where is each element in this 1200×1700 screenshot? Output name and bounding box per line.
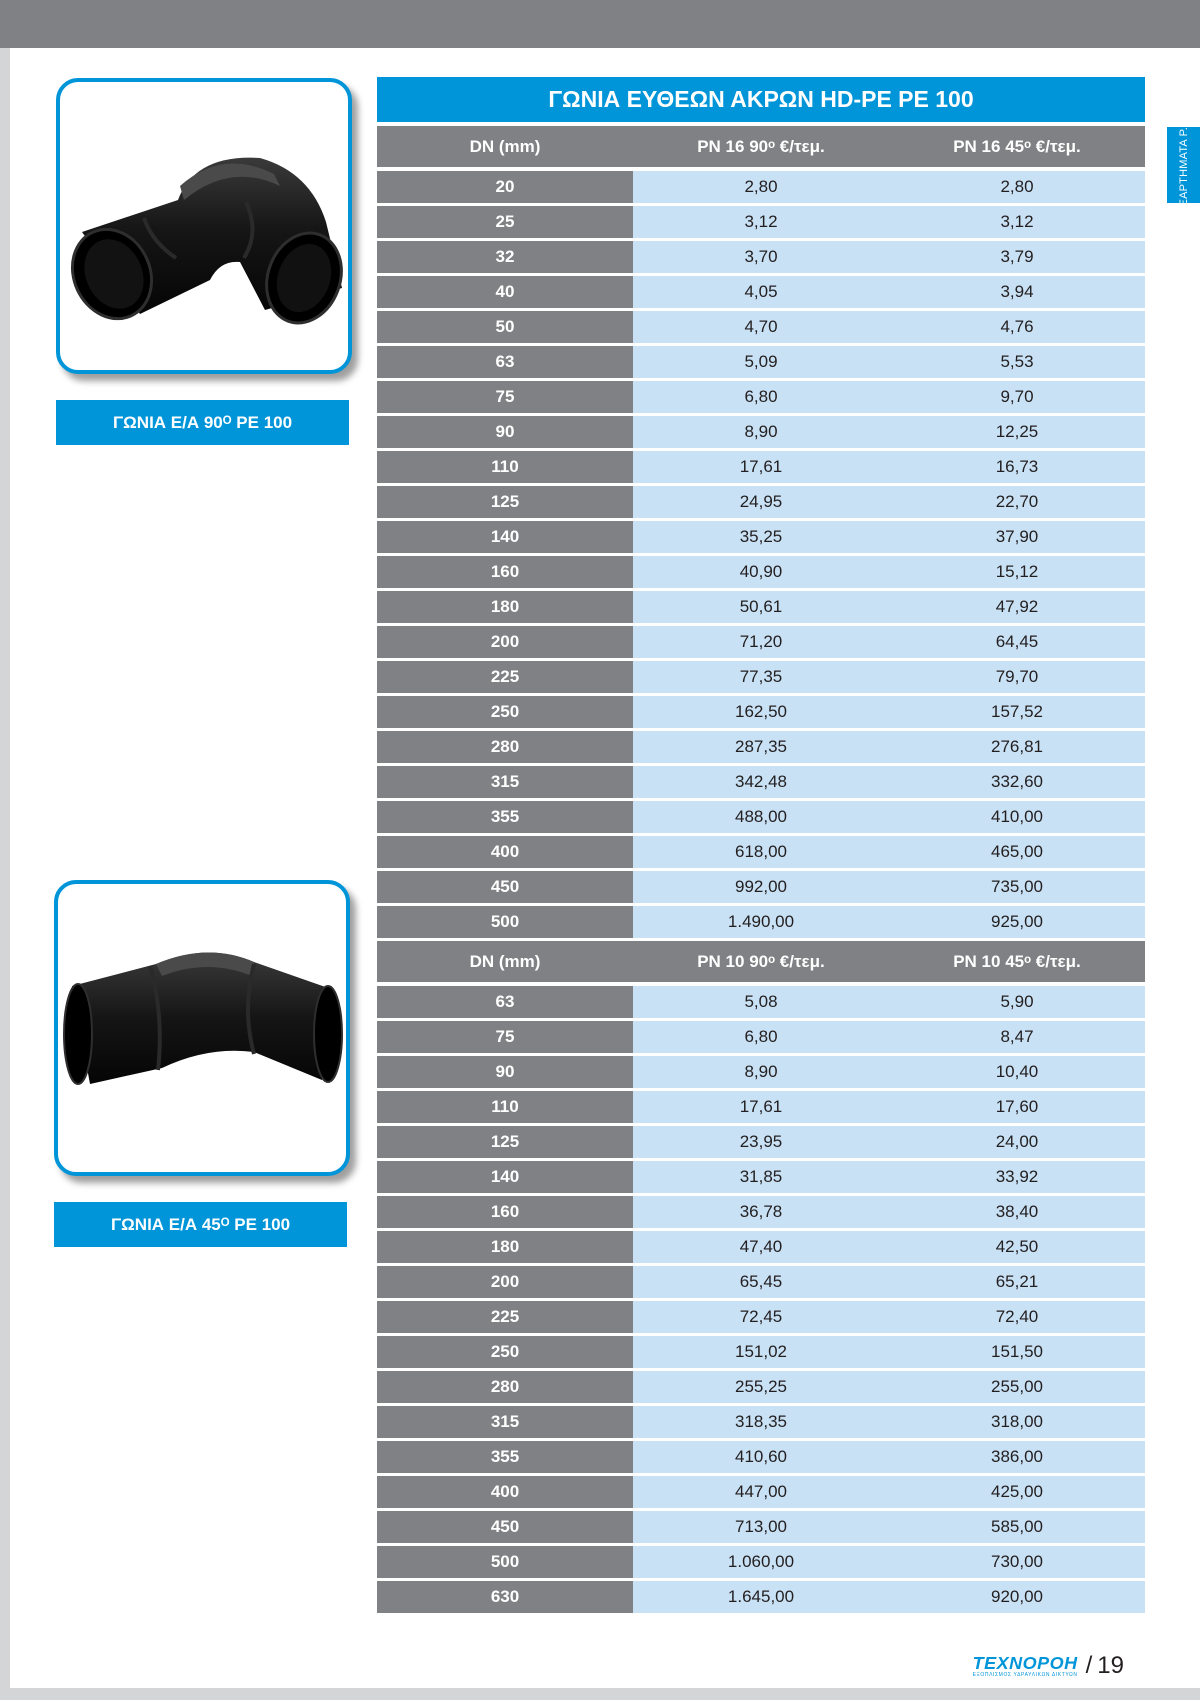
- elbow-45-photo-card: [54, 880, 350, 1176]
- table-row: [377, 731, 1145, 766]
- price-cell: 730,00: [889, 1546, 1145, 1581]
- table-row: [377, 1301, 1145, 1336]
- price-cell: 50,61: [633, 591, 889, 626]
- table-row: [377, 1476, 1145, 1511]
- price-cell: 9,70: [889, 381, 1145, 416]
- dn-cell: 160: [377, 556, 633, 591]
- price-cell: 5,08: [633, 986, 889, 1021]
- price-cell: 17,61: [633, 451, 889, 486]
- price-cell: 157,52: [889, 696, 1145, 731]
- table-row: [377, 1511, 1145, 1546]
- table-header-row: [377, 941, 1145, 986]
- dn-cell: 25: [377, 206, 633, 241]
- dn-cell: 125: [377, 1126, 633, 1161]
- price-cell: 410,00: [889, 801, 1145, 836]
- table-row: [377, 1161, 1145, 1196]
- price-cell: 3,79: [889, 241, 1145, 276]
- price-cell: 8,90: [633, 416, 889, 451]
- dn-cell: 160: [377, 1196, 633, 1231]
- price-cell: 5,09: [633, 346, 889, 381]
- price-cell: 38,40: [889, 1196, 1145, 1231]
- price-cell: 1.060,00: [633, 1546, 889, 1581]
- price-cell: 40,90: [633, 556, 889, 591]
- price-cell: 287,35: [633, 731, 889, 766]
- dn-cell: 90: [377, 416, 633, 451]
- dn-cell: 200: [377, 626, 633, 661]
- price-cell: 6,80: [633, 1021, 889, 1056]
- price-cell: 24,95: [633, 486, 889, 521]
- table-row: [377, 1266, 1145, 1301]
- dn-cell: 125: [377, 486, 633, 521]
- dn-cell: 200: [377, 1266, 633, 1301]
- table-row: [377, 556, 1145, 591]
- table-row: [377, 241, 1145, 276]
- price-cell: 162,50: [633, 696, 889, 731]
- price-cell: 79,70: [889, 661, 1145, 696]
- price-cell: 23,95: [633, 1126, 889, 1161]
- price-cell: 42,50: [889, 1231, 1145, 1266]
- brand-name: ΤΕΧΝΟΡΟΗ: [972, 1653, 1078, 1673]
- dn-cell: 450: [377, 871, 633, 906]
- dn-cell: 250: [377, 696, 633, 731]
- brand-logo: [973, 1654, 1078, 1678]
- price-cell: 35,25: [633, 521, 889, 556]
- price-cell: 1.490,00: [633, 906, 889, 941]
- price-cell: 332,60: [889, 766, 1145, 801]
- price-cell: 8,47: [889, 1021, 1145, 1056]
- table-row: [377, 1021, 1145, 1056]
- price-cell: 5,53: [889, 346, 1145, 381]
- price-cell: 318,35: [633, 1406, 889, 1441]
- price-cell: 2,80: [889, 171, 1145, 206]
- price-cell: 713,00: [633, 1511, 889, 1546]
- price-cell: 64,45: [889, 626, 1145, 661]
- price-cell: 22,70: [889, 486, 1145, 521]
- price-cell: 4,70: [633, 311, 889, 346]
- dn-cell: 280: [377, 731, 633, 766]
- dn-cell: 400: [377, 836, 633, 871]
- price-cell: 33,92: [889, 1161, 1145, 1196]
- table-row: [377, 696, 1145, 731]
- table-row: [377, 1056, 1145, 1091]
- brand-tagline: ΕΞΟΠΛΙΣΜΟΣ ΥΔΡΑΥΛΙΚΩΝ ΔΙΚΤΥΩΝ: [972, 1672, 1078, 1678]
- price-cell: 447,00: [633, 1476, 889, 1511]
- price-cell: 72,40: [889, 1301, 1145, 1336]
- table-row: [377, 416, 1145, 451]
- price-cell: 386,00: [889, 1441, 1145, 1476]
- section-side-tab: [1167, 116, 1200, 214]
- price-cell: 71,20: [633, 626, 889, 661]
- price-cell: 465,00: [889, 836, 1145, 871]
- table-row: [377, 626, 1145, 661]
- price-cell: 17,60: [889, 1091, 1145, 1126]
- caption-elbow-45-text: ΓΩΝΙΑ Ε/Α 45ᴼ PE 100: [110, 1214, 291, 1234]
- table-title: ΓΩΝΙΑ ΕΥΘΕΩΝ ΑΚΡΩΝ HD-PE PE 100: [377, 77, 1145, 126]
- dn-cell: 250: [377, 1336, 633, 1371]
- dn-cell: 180: [377, 1231, 633, 1266]
- price-cell: 276,81: [889, 731, 1145, 766]
- price-cell: 3,12: [633, 206, 889, 241]
- price-table: [377, 77, 1145, 1616]
- dn-cell: 63: [377, 986, 633, 1021]
- price-cell: 5,90: [889, 986, 1145, 1021]
- price-cell: 31,85: [633, 1161, 889, 1196]
- dn-cell: 32: [377, 241, 633, 276]
- table-row: [377, 276, 1145, 311]
- top-band: [0, 0, 1200, 48]
- dn-cell: 140: [377, 1161, 633, 1196]
- table-row: [377, 1231, 1145, 1266]
- price-cell: 47,92: [889, 591, 1145, 626]
- table-row: [377, 346, 1145, 381]
- price-cell: 4,05: [633, 276, 889, 311]
- price-cell: 318,00: [889, 1406, 1145, 1441]
- price-table-body: [377, 77, 1145, 1616]
- section-side-tab-label: ΕΞΑΡΤΗΜΑΤΑ Ρ.Ε.: [1177, 116, 1190, 214]
- dn-cell: 63: [377, 346, 633, 381]
- table-row: [377, 1406, 1145, 1441]
- table-row: [377, 1126, 1145, 1161]
- table-row: [377, 171, 1145, 206]
- dn-cell: 180: [377, 591, 633, 626]
- table-row: [377, 766, 1145, 801]
- page-number: 19: [1097, 1652, 1124, 1679]
- price-cell: 151,02: [633, 1336, 889, 1371]
- table-title-row: [377, 77, 1145, 126]
- price-cell: 255,25: [633, 1371, 889, 1406]
- column-header: DN (mm): [377, 941, 633, 986]
- dn-cell: 225: [377, 1301, 633, 1336]
- price-cell: 65,45: [633, 1266, 889, 1301]
- table-row: [377, 1546, 1145, 1581]
- price-cell: 925,00: [889, 906, 1145, 941]
- table-row: [377, 836, 1145, 871]
- dn-cell: 140: [377, 521, 633, 556]
- price-cell: 1.645,00: [633, 1581, 889, 1616]
- price-cell: 3,94: [889, 276, 1145, 311]
- price-cell: 410,60: [633, 1441, 889, 1476]
- table-row: [377, 311, 1145, 346]
- price-cell: 6,80: [633, 381, 889, 416]
- dn-cell: 450: [377, 1511, 633, 1546]
- price-cell: 992,00: [633, 871, 889, 906]
- price-cell: 618,00: [633, 836, 889, 871]
- price-cell: 47,40: [633, 1231, 889, 1266]
- table-row: [377, 871, 1145, 906]
- table-row: [377, 801, 1145, 836]
- dn-cell: 355: [377, 1441, 633, 1476]
- price-cell: 151,50: [889, 1336, 1145, 1371]
- table-row: [377, 591, 1145, 626]
- dn-cell: 315: [377, 1406, 633, 1441]
- dn-cell: 280: [377, 1371, 633, 1406]
- dn-cell: 315: [377, 766, 633, 801]
- price-cell: 735,00: [889, 871, 1145, 906]
- price-cell: 36,78: [633, 1196, 889, 1231]
- table-row: [377, 1091, 1145, 1126]
- dn-cell: 500: [377, 906, 633, 941]
- caption-elbow-45: [54, 1202, 347, 1247]
- price-cell: 3,70: [633, 241, 889, 276]
- table-row: [377, 206, 1145, 241]
- dn-cell: 500: [377, 1546, 633, 1581]
- price-cell: 16,73: [889, 451, 1145, 486]
- price-cell: 255,00: [889, 1371, 1145, 1406]
- elbow-45-fitting-photo: [58, 884, 346, 1172]
- price-cell: 2,80: [633, 171, 889, 206]
- dn-cell: 630: [377, 1581, 633, 1616]
- table-row: [377, 486, 1145, 521]
- dn-cell: 110: [377, 1091, 633, 1126]
- dn-cell: 75: [377, 381, 633, 416]
- dn-cell: 355: [377, 801, 633, 836]
- caption-elbow-90: [56, 400, 349, 445]
- price-cell: 17,61: [633, 1091, 889, 1126]
- page-footer: [973, 1652, 1124, 1680]
- price-cell: 12,25: [889, 416, 1145, 451]
- dn-cell: 50: [377, 311, 633, 346]
- column-header: PN 10 90ᵒ €/τεμ.: [633, 941, 889, 986]
- column-header: DN (mm): [377, 126, 633, 171]
- price-cell: 3,12: [889, 206, 1145, 241]
- price-cell: 342,48: [633, 766, 889, 801]
- price-cell: 10,40: [889, 1056, 1145, 1091]
- caption-elbow-90-text: ΓΩΝΙΑ Ε/Α 90ᴼ PE 100: [112, 412, 293, 432]
- elbow-90-photo-card: [56, 78, 352, 374]
- price-cell: 425,00: [889, 1476, 1145, 1511]
- table-row: [377, 1441, 1145, 1476]
- table-row: [377, 521, 1145, 556]
- table-row: [377, 1196, 1145, 1231]
- column-header: PN 10 45ᵒ €/τεμ.: [889, 941, 1145, 986]
- table-row: [377, 906, 1145, 941]
- table-row: [377, 661, 1145, 696]
- table-row: [377, 986, 1145, 1021]
- price-cell: 920,00: [889, 1581, 1145, 1616]
- price-cell: 24,00: [889, 1126, 1145, 1161]
- dn-cell: 75: [377, 1021, 633, 1056]
- price-cell: 65,21: [889, 1266, 1145, 1301]
- price-cell: 488,00: [633, 801, 889, 836]
- table-row: [377, 1336, 1145, 1371]
- table-header-row: [377, 126, 1145, 171]
- price-cell: 15,12: [889, 556, 1145, 591]
- page-separator: /: [1085, 1652, 1093, 1679]
- price-cell: 585,00: [889, 1511, 1145, 1546]
- table-row: [377, 381, 1145, 416]
- price-cell: 72,45: [633, 1301, 889, 1336]
- dn-cell: 225: [377, 661, 633, 696]
- table-row: [377, 1581, 1145, 1616]
- price-cell: 8,90: [633, 1056, 889, 1091]
- column-header: PN 16 45ᵒ €/τεμ.: [889, 126, 1145, 171]
- dn-cell: 400: [377, 1476, 633, 1511]
- price-cell: 4,76: [889, 311, 1145, 346]
- elbow-90-fitting-photo: [60, 82, 348, 370]
- dn-cell: 90: [377, 1056, 633, 1091]
- table-row: [377, 451, 1145, 486]
- dn-cell: 110: [377, 451, 633, 486]
- dn-cell: 20: [377, 171, 633, 206]
- price-cell: 77,35: [633, 661, 889, 696]
- column-header: PN 16 90ᵒ €/τεμ.: [633, 126, 889, 171]
- table-row: [377, 1371, 1145, 1406]
- dn-cell: 40: [377, 276, 633, 311]
- price-cell: 37,90: [889, 521, 1145, 556]
